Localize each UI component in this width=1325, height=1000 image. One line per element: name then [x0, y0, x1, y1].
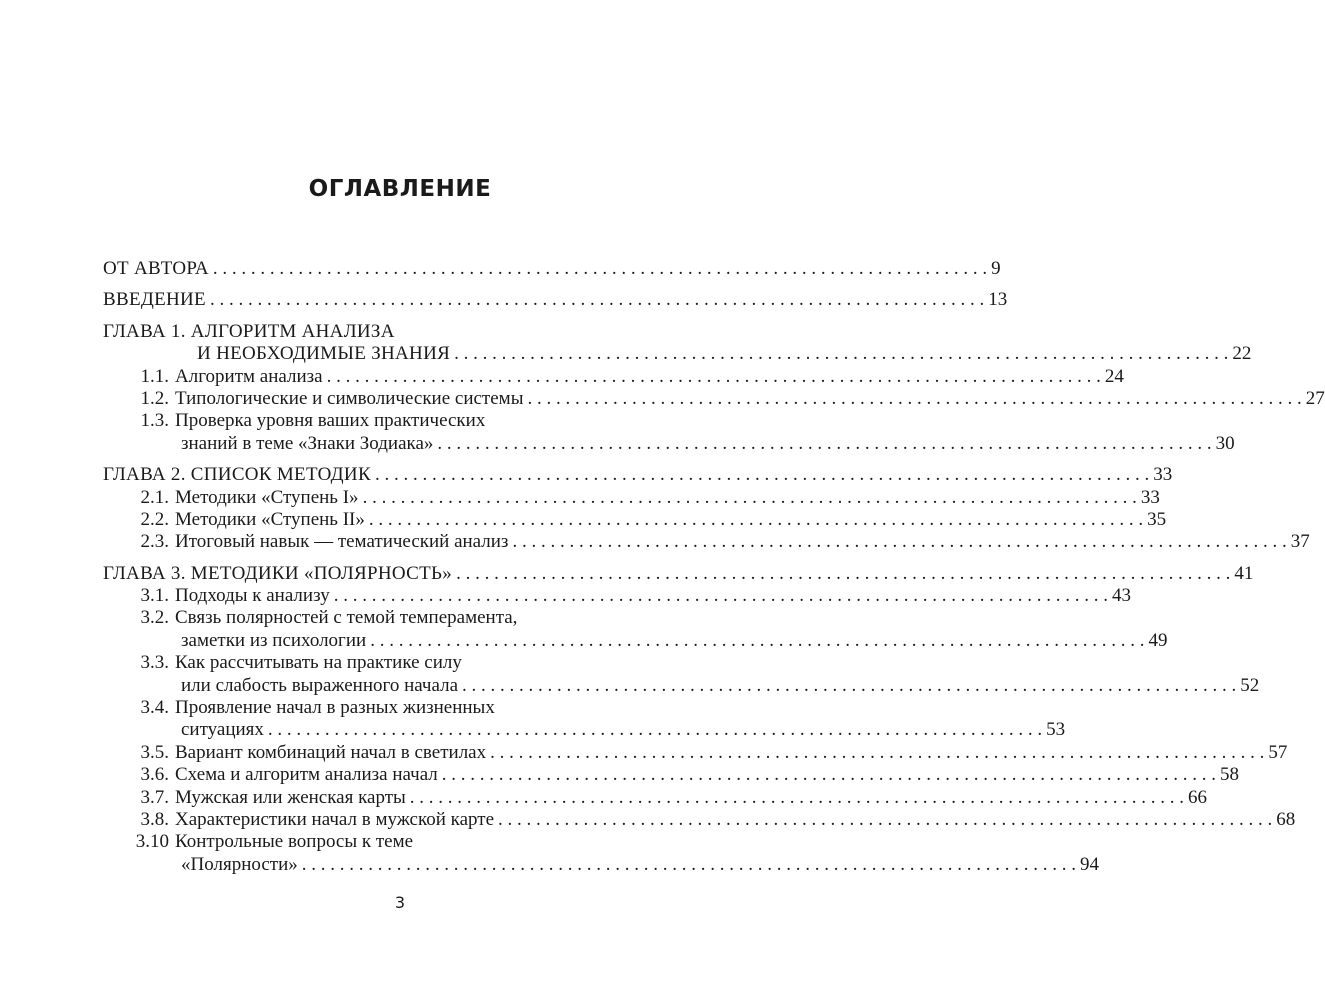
toc-entry-title: Типологические и символические системы	[175, 387, 524, 409]
dot-leader	[327, 366, 1101, 388]
dot-leader	[363, 487, 1137, 509]
toc-entry-3-6[interactable]	[103, 764, 1240, 786]
toc-entry-3-7[interactable]	[103, 786, 1208, 809]
toc-entry-3-3[interactable]	[103, 652, 1260, 697]
toc-section-number: 1.3.	[140, 410, 169, 432]
page-title: ОГЛАВЛЕНИЕ	[308, 176, 492, 202]
toc-entry-title: Мужская или женская карты	[175, 786, 406, 808]
toc-section-number: 3.4.	[140, 697, 169, 719]
toc-entry-3-5[interactable]	[103, 741, 1288, 764]
toc-section-number: 3.5.	[140, 741, 169, 763]
toc-page-number: 41	[1234, 562, 1254, 584]
toc-entry-chapter-3[interactable]	[103, 562, 1254, 585]
toc-section-number: 3.6.	[140, 764, 169, 786]
toc-page-number: 13	[988, 289, 1008, 311]
toc-entry-3-8[interactable]	[103, 808, 1296, 831]
dot-leader	[527, 388, 1301, 410]
toc-entry-title: Связь полярностей с темой темперамента,	[175, 607, 518, 629]
dot-leader	[498, 809, 1272, 831]
dot-leader	[334, 585, 1108, 607]
dot-leader	[369, 509, 1143, 531]
toc-entry-title: Характеристики начал в мужской карте	[175, 808, 495, 830]
dot-leader	[210, 289, 984, 311]
toc-section-number: 3.7.	[140, 786, 169, 808]
toc-page-number: 24	[1104, 365, 1124, 387]
toc-entry-title: Контрольные вопросы к теме	[175, 831, 414, 853]
page-number: 3	[394, 893, 406, 912]
table-of-contents	[103, 258, 1325, 876]
toc-entry-chapter-1[interactable]	[103, 320, 1252, 366]
dot-leader	[302, 854, 1076, 876]
dot-leader	[456, 563, 1230, 585]
toc-page-number: 27	[1305, 387, 1325, 409]
toc-entry-ot-avtora[interactable]	[103, 258, 1001, 280]
toc-entry-title: Вариант комбинаций начал в светилах	[175, 741, 487, 763]
toc-entry-title: Методики «Ступень II»	[175, 508, 365, 530]
toc-entry-title: Проверка уровня ваших практических	[175, 410, 486, 432]
dot-leader	[213, 258, 987, 280]
toc-entry-3-10[interactable]	[103, 831, 1099, 876]
toc-entry-title: ОТ АВТОРА	[103, 258, 209, 279]
dot-leader	[375, 464, 1149, 486]
toc-page-number: 94	[1080, 853, 1099, 875]
toc-entry-title-cont: ситуациях	[181, 719, 264, 741]
toc-page-number: 33	[1153, 464, 1173, 486]
dot-leader	[268, 719, 1042, 741]
toc-entry-title: ГЛАВА 2. СПИСОК МЕТОДИК	[103, 464, 371, 486]
toc-entry-title-cont: заметки из психологии	[181, 629, 367, 651]
toc-entry-chapter-2[interactable]	[103, 464, 1173, 486]
toc-entry-title: ВВЕДЕНИЕ	[103, 289, 206, 311]
toc-entry-title: Проявление начал в разных жизненных	[175, 697, 495, 719]
toc-page-number: 58	[1220, 764, 1240, 786]
toc-page-number: 68	[1276, 808, 1296, 830]
toc-entry-title: Как рассчитывать на практике силу	[175, 652, 462, 674]
toc-section-number: 2.3.	[140, 531, 169, 553]
toc-entry-title: Подходы к анализу	[175, 585, 330, 607]
toc-entry-title-cont: И НЕОБХОДИМЫЕ ЗНАНИЯ	[197, 343, 451, 365]
toc-page-number: 22	[1232, 343, 1252, 365]
toc-entry-3-4[interactable]	[103, 697, 1066, 742]
toc-entry-title: Итоговый навык — тематический анализ	[175, 531, 509, 553]
toc-page-number: 30	[1215, 432, 1235, 454]
toc-entry-title-cont: или слабость выраженного начала	[181, 674, 459, 696]
dot-leader	[410, 787, 1184, 809]
toc-section-number: 2.1.	[140, 486, 169, 508]
toc-page-number: 35	[1147, 508, 1167, 530]
toc-section-number: 3.10	[135, 831, 169, 853]
toc-page-number: 9	[991, 258, 1001, 279]
toc-page-number: 43	[1111, 585, 1131, 607]
toc-entry-1-1[interactable]	[103, 365, 1124, 388]
toc-section-number: 2.2.	[140, 508, 169, 530]
toc-entry-1-3[interactable]	[103, 410, 1235, 455]
toc-page-number: 66	[1188, 786, 1208, 808]
toc-page-number: 33	[1140, 486, 1160, 508]
toc-entry-3-2[interactable]	[103, 607, 1168, 652]
toc-entry-title: Алгоритм анализа	[175, 365, 323, 387]
toc-entry-3-1[interactable]	[103, 585, 1131, 607]
dot-leader	[370, 630, 1144, 652]
toc-section-number: 1.1.	[140, 365, 169, 387]
dot-leader	[442, 764, 1216, 786]
toc-entry-2-1[interactable]	[103, 486, 1160, 509]
toc-page-number: 49	[1148, 629, 1168, 651]
toc-page-number: 53	[1046, 719, 1066, 741]
toc-entry-title: Методики «Ступень I»	[175, 486, 359, 508]
toc-section-number: 3.1.	[140, 585, 169, 607]
dot-leader	[462, 675, 1236, 697]
toc-entry-1-2[interactable]	[103, 387, 1325, 410]
toc-entry-title: ГЛАВА 1. АЛГОРИТМ АНАЛИЗА	[103, 320, 395, 342]
toc-section-number: 3.3.	[140, 652, 169, 674]
toc-entry-2-2[interactable]	[103, 508, 1167, 531]
toc-section-number: 1.2.	[140, 387, 169, 409]
toc-entry-title: ГЛАВА 3. МЕТОДИКИ «ПОЛЯРНОСТЬ»	[103, 562, 453, 584]
dot-leader	[454, 343, 1228, 365]
toc-entry-vvedenie[interactable]	[103, 289, 1008, 311]
dot-leader	[490, 742, 1264, 764]
toc-section-number: 3.2.	[140, 607, 169, 629]
toc-page-number: 52	[1240, 674, 1260, 696]
toc-entry-title-cont: знаний в теме «Знаки Зодиака»	[181, 432, 434, 454]
dot-leader	[512, 531, 1286, 553]
toc-entry-title: Схема и алгоритм анализа начал	[175, 764, 438, 786]
toc-page-number: 37	[1290, 531, 1310, 553]
toc-section-number: 3.8.	[140, 808, 169, 830]
dot-leader	[437, 433, 1211, 455]
toc-entry-title-cont: «Полярности»	[181, 853, 298, 875]
toc-entry-2-3[interactable]	[103, 531, 1310, 553]
toc-page-number: 57	[1268, 741, 1288, 763]
